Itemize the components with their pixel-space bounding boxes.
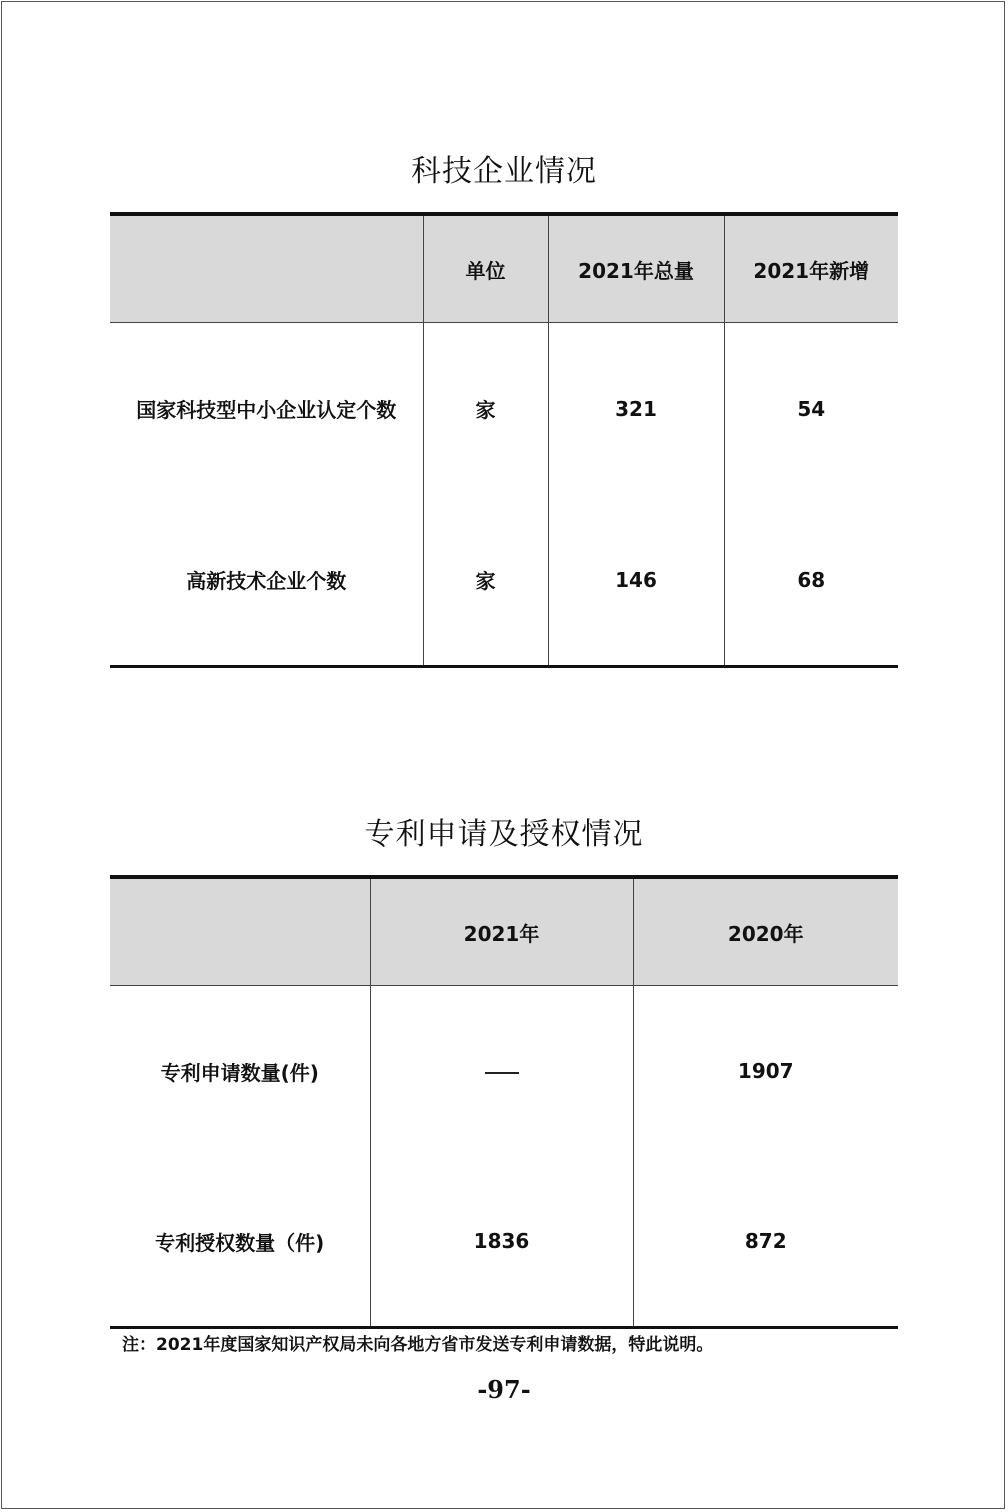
- table1-header-unit: 单位: [423, 214, 548, 323]
- row-2020-value: 872: [633, 1156, 898, 1328]
- table2-header-row: [110, 877, 898, 986]
- row-2020-value: 1907: [633, 986, 898, 1157]
- table1-header-new: 2021年新增: [724, 214, 898, 323]
- row-total: 146: [548, 494, 724, 667]
- tech-enterprise-table: [110, 212, 898, 668]
- page-number: -97-: [477, 1375, 531, 1404]
- table1-title: 科技企业情况: [411, 154, 597, 189]
- table2-header-blank: [110, 877, 370, 986]
- row-new: 68: [724, 494, 898, 667]
- table-row: [110, 494, 898, 667]
- row-label: 专利申请数量(件): [160, 1060, 319, 1085]
- table1-header-blank: [110, 214, 423, 323]
- row-2021-value: 1836: [370, 1156, 633, 1328]
- row-new: 54: [724, 323, 898, 495]
- table-row: [110, 1156, 898, 1328]
- row-unit: 家: [423, 494, 548, 667]
- table1-header-row: [110, 214, 898, 323]
- table-row: [110, 323, 898, 495]
- table2-header-2021: 2021年: [370, 877, 633, 986]
- row-label: 专利授权数量（件): [155, 1230, 325, 1255]
- no-data-dash: [485, 1072, 519, 1074]
- row-label: 国家科技型中小企业认定个数: [136, 398, 397, 422]
- table1-header-total: 2021年总量: [548, 214, 724, 323]
- patent-table: [110, 875, 898, 1329]
- row-total: 321: [548, 323, 724, 495]
- table2-title: 专利申请及授权情况: [364, 817, 644, 852]
- row-label: 高新技术企业个数: [186, 569, 347, 593]
- footnote: 注：2021年度国家知识产权局未向各地方省市发送专利申请数据，特此说明。: [122, 1335, 714, 1355]
- table-row: [110, 986, 898, 1157]
- row-2021-value: [370, 986, 633, 1157]
- table2-header-2020: 2020年: [633, 877, 898, 986]
- row-unit: 家: [423, 323, 548, 495]
